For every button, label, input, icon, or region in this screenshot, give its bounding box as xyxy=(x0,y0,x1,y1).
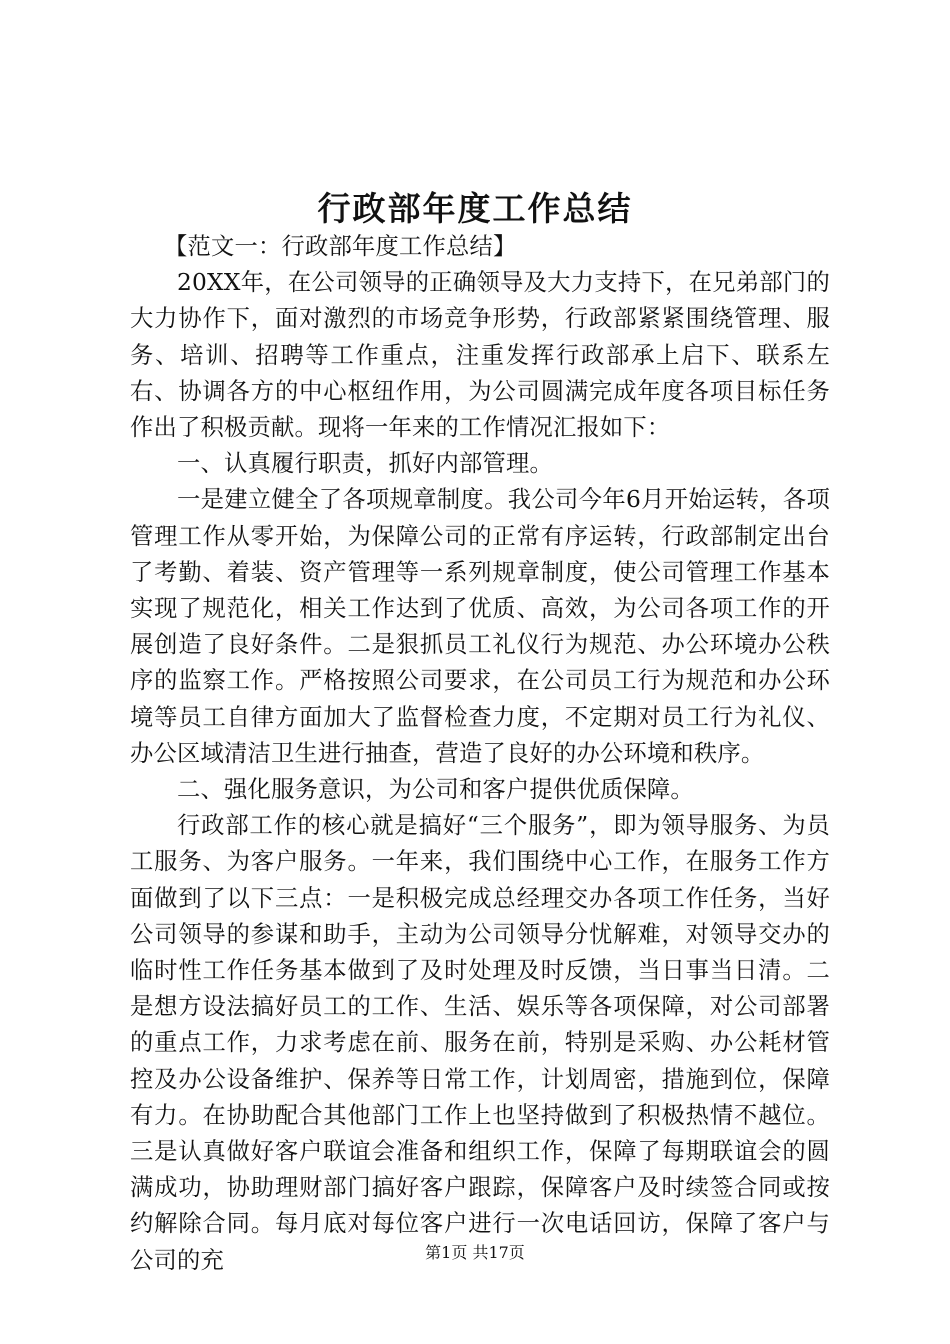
sample-label: 【范文一：行政部年度工作总结】 xyxy=(164,233,517,260)
section-heading-1: 一、认真履行职责，抓好内部管理。 xyxy=(177,450,553,478)
section-heading-2: 二、强化服务意识，为公司和客户提供优质保障。 xyxy=(177,776,694,804)
intro-paragraph: 20XX年，在公司领导的正确领导及大力支持下，在兄弟部门的大力协作下，面对激烈的市场竞争形势，行政部紧紧围绕管理、服务、培训、招聘等工作重点，注重发挥行政部承上启下、联系左右、协调各方的中心枢纽作用，为公司圆满完成年度各项目标任务作出了积极贡献。现将一年来的工作情况汇报如下： xyxy=(130,269,830,442)
document-body xyxy=(130,229,830,1279)
document-title: 行政部年度工作总结 xyxy=(317,189,633,228)
section-paragraph-2: 行政部工作的核心就是搞好“三个服务”，即为领导服务、为员工服务、为客户服务。一年来，我们围绕中心工作，在服务工作方面做到了以下三点：一是积极完成总经理交办各项工作任务，当好公司领导的参谋和助手，主动为公司领导分忧解难，对领导交办的临时性工作任务基本做到了及时处理及时反馈，当日事当日清。二是想方设法搞好员工的工作、生活、娱乐等各项保障，对公司部署的重点工作，力求考虑在前、服务在前，特别是采购、办公耗材管控及办公设备维护、保养等日常工作，计划周密，措施到位，保障有力。在协助配合其他部门工作上也坚持做到了积极热情不越位。三是认真做好客户联谊会准备和组织工作，保障了每期联谊会的圆满成功，协助理财部门搞好客户跟踪，保障客户及时续签合同或按约解除合同。每月底对每位客户进行一次电话回访，保障了客户与公司的充 xyxy=(130,812,830,1274)
section-paragraph-1: 一是建立健全了各项规章制度。我公司今年6月开始运转，各项管理工作从零开始，为保障公司的正常有序运转，行政部制定出台了考勤、着装、资产管理等一系列规章制度，使公司管理工作基本实现了规范化，相关工作达到了优质、高效，为公司各项工作的开展创造了良好条件。二是狠抓员工礼仪行为规范、办公环境办公秩序的监察工作。严格按照公司要求，在公司员工行为规范和办公环境等员工自律方面加大了监督检查力度，不定期对员工行为礼仪、办公区域清洁卫生进行抽查，营造了良好的办公环境和秩序。 xyxy=(130,486,830,767)
page-footer: 第1页 共17页 xyxy=(425,1243,525,1262)
